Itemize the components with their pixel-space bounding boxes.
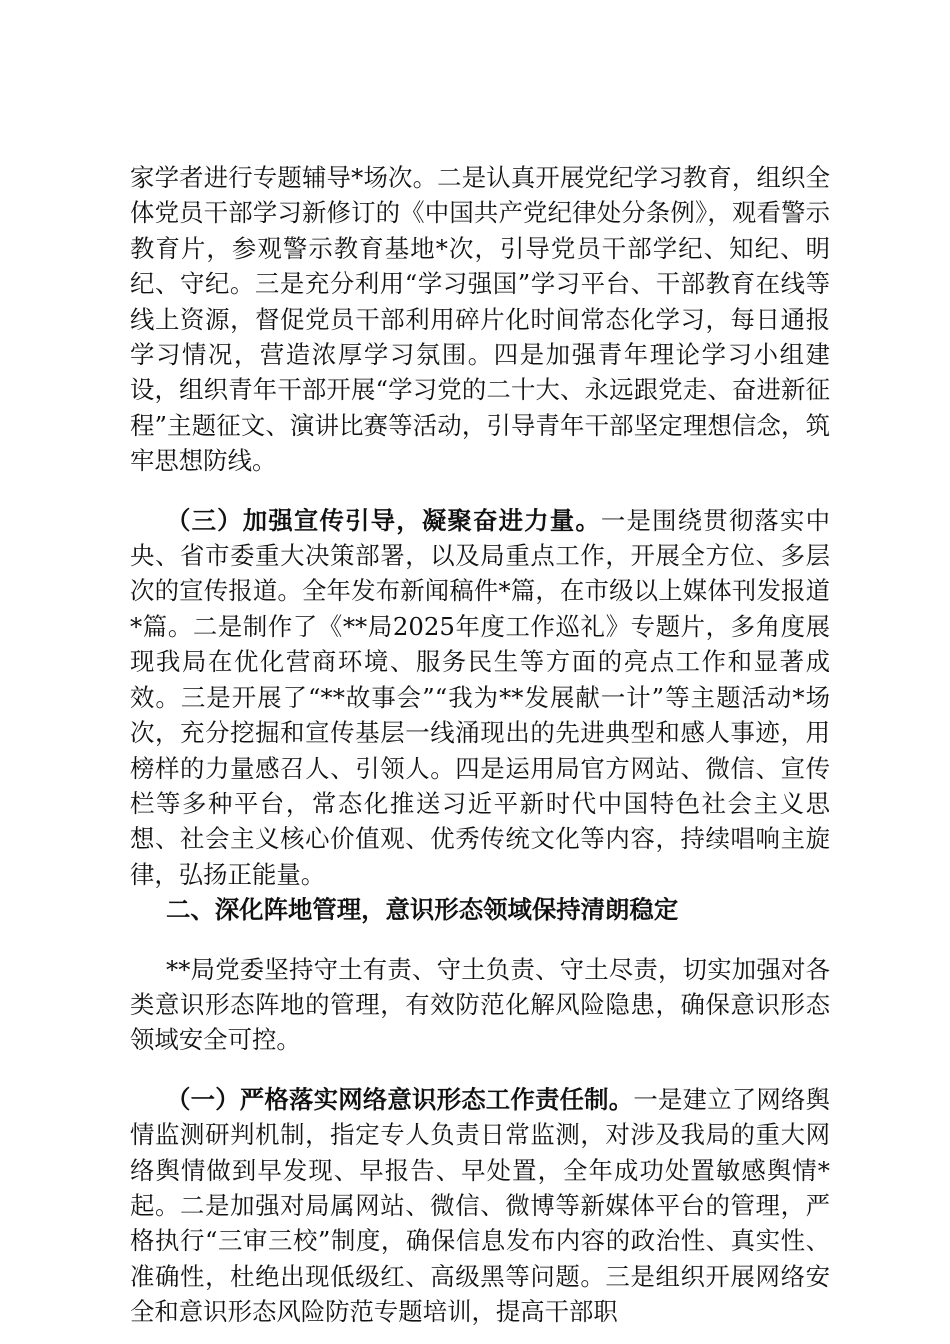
paragraph-text: **局党委坚持守土有责、守土负责、守土尽责，切实加强对各类意识形态阵地的管理，有效防范化解风险隐患，确保意识形态领域安全可控。 xyxy=(130,954,830,1055)
paragraph-network-responsibility xyxy=(130,1082,830,1330)
paragraph-text: 一是建立了网络舆情监测研判机制，指定专人负责日常监测，对涉及我局的重大网络舆情做到早发现、早报告、早处置，全年成功处置敏感舆情*起。二是加强对局属网站、微信、微博等新媒体平台的管理，严格执行“三审三校”制度，确保信息发布内容的政治性、真实性、准确性，杜绝出现低级红、高级黑等问题。三是组织开展网络安全和意识形态风险防范专题培训，提高干部职 xyxy=(130,1084,830,1327)
paragraph-publicity xyxy=(130,503,830,892)
paragraph-section-intro xyxy=(130,952,830,1058)
section-heading-2: 二、深化阵地管理，意识形态领域保持清朗稳定 xyxy=(166,895,679,925)
paragraph-text: 家学者进行专题辅导*场次。二是认真开展党纪学习教育，组织全体党员干部学习新修订的《中国共产党纪律处分条例》，观看警示教育片，参观警示教育基地*次，引导党员干部学纪、知纪、明纪、守纪。三是充分利用“学习强国”学习平台、干部教育在线等线上资源，督促党员干部利用碎片化时间常态化学习，每日通报学习情况，营造浓厚学习氛围。四是加强青年理论学习小组建设，组织青年干部开展“学习党的二十大、永远跟党走、奋进新征程”主题征文、演讲比赛等活动，引导青年干部坚定理想信念，筑牢思想防线。 xyxy=(130,163,830,476)
document-body xyxy=(130,160,830,1330)
paragraph-study-education xyxy=(130,160,830,479)
paragraph-lead-heading: （一）严格落实网络意识形态工作责任制。 xyxy=(166,1084,634,1114)
paragraph-text: 一是围绕贯彻落实中央、省市委重大决策部署，以及局重点工作，开展全方位、多层次的宣传报道。全年发布新闻稿件*篇，在市级以上媒体刊发报道*篇。二是制作了《**局2025年度工作巡礼》专题片，多角度展现我局在优化营商环境、服务民生等方面的亮点工作和显著成效。三是开展了“**故事会”“我为**发展献一计”等主题活动*场次，充分挖掘和宣传基层一线涌现出的先进典型和感人事迹，用榜样的力量感召人、引领人。四是运用局官方网站、微信、宣传栏等多种平台，常态化推送习近平新时代中国特色社会主义思想、社会主义核心价值观、优秀传统文化等内容，持续唱响主旋律，弘扬正能量。 xyxy=(130,505,830,889)
paragraph-lead-heading: （三）加强宣传引导，凝聚奋进力量。 xyxy=(166,505,601,535)
